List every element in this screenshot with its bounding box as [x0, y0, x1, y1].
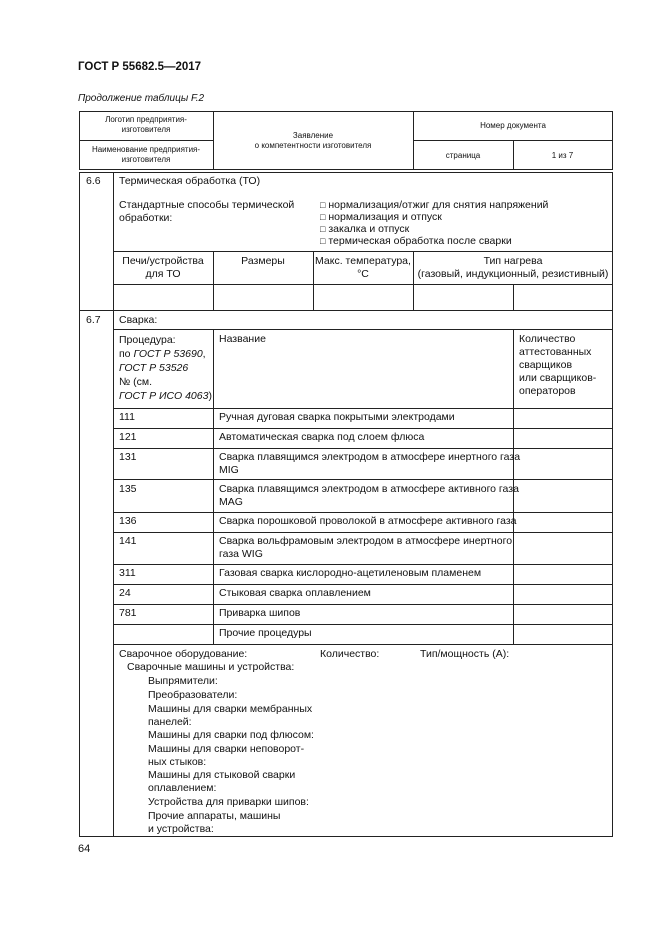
procedure-name: Стыковая сварка оплавлением [219, 587, 371, 599]
procedure-code: 135 [119, 483, 137, 495]
procedure-code: 111 [119, 411, 135, 423]
table-caption: Продолжение таблицы F.2 [78, 93, 205, 104]
section-title-welding: Сварка: [119, 314, 158, 326]
type-power-label: Тип/мощность (А): [420, 648, 510, 660]
page-value: 1 из 7 [551, 151, 574, 160]
quantity-label: Количество: [320, 648, 380, 660]
equipment-item: Машины для сварки неповорот- ных стыков: [148, 743, 305, 768]
procedure-name: Сварка порошковой проволокой в атмосфере активного газа [219, 515, 517, 527]
checkbox-icon[interactable]: □ [320, 224, 326, 234]
statement-title: Заявление о компетентности изготовителя [254, 131, 372, 150]
procedure-code: 131 [119, 451, 137, 463]
standard-methods-label: Стандартные способы термической обработки: [119, 199, 295, 224]
equipment-item: Устройства для приварки шипов: [148, 796, 309, 808]
heat-treatment-option: □ нормализация/отжиг для снятия напряжений [320, 199, 549, 211]
equipment-item: Машины для сварки под флюсом: [148, 729, 314, 741]
procedure-name: Приварка шипов [219, 607, 301, 619]
procedure-name: Сварка плавящимся электродом в атмосфере инертного газа MIG [219, 451, 521, 476]
checkbox-icon[interactable]: □ [320, 236, 326, 246]
equipment-item: Машины для стыковой сварки оплавлением: [148, 769, 296, 794]
section-title-heat-treatment: Термическая обработка (ТО) [119, 175, 261, 187]
procedure-name: Газовая сварка кислородно-ацетиленовым пламенем [219, 567, 482, 579]
procedure-name: Сварка плавящимся электродом в атмосфере активного газа MAG [219, 483, 519, 508]
procedure-code: 136 [119, 515, 137, 527]
page-label: страница [445, 151, 481, 160]
heat-treatment-option: □ закалка и отпуск [320, 223, 410, 235]
machines-label: Сварочные машины и устройства: [127, 661, 295, 673]
column-ovens: Печи/устройства для ТО [122, 255, 204, 280]
heat-treatment-option: □ термическая обработка после сварки [320, 235, 512, 247]
qualified-welders-header: Количество аттестованных сварщиков или сварщиков- операторов [519, 333, 597, 397]
procedure-name: Прочие процедуры [219, 627, 312, 639]
document-number-label: Номер документа [480, 121, 546, 130]
equipment-item: Прочие аппараты, машины и устройства: [148, 810, 281, 835]
procedure-code: 781 [119, 607, 137, 619]
column-heating-type: Тип нагрева (газовый, индукционный, резистивный) [417, 255, 609, 280]
company-name-label: Наименование предприятия- изготовителя [91, 145, 201, 164]
procedure-code: 24 [119, 587, 131, 599]
procedure-name: Автоматическая сварка под слоем флюса [219, 431, 425, 443]
column-max-temperature: Макс. температура, °C [315, 255, 411, 280]
procedure-name: Ручная дуговая сварка покрытыми электродами [219, 411, 455, 423]
equipment-item: Преобразователи: [148, 689, 238, 701]
logo-label: Логотип предприятия- изготовителя [105, 115, 187, 134]
equipment-item: Машины для сварки мембранных панелей: [148, 703, 313, 728]
heat-treatment-option: □ нормализация и отпуск [320, 211, 442, 223]
procedure-code: 141 [119, 535, 137, 547]
section-number-6-7: 6.7 [86, 314, 101, 326]
page-number: 64 [78, 843, 91, 855]
checkbox-icon[interactable]: □ [320, 200, 326, 210]
column-sizes: Размеры [241, 255, 285, 267]
procedure-code: 121 [119, 431, 137, 443]
procedure-name: Сварка вольфрамовым электродом в атмосфере инертного газа WIG [219, 535, 513, 560]
procedure-code: 311 [119, 567, 136, 579]
document-code: ГОСТ Р 55682.5—2017 [78, 61, 202, 73]
name-header: Название [219, 333, 266, 345]
equipment-label: Сварочное оборудование: [119, 648, 248, 660]
equipment-item: Выпрямители: [148, 675, 218, 687]
checkbox-icon[interactable]: □ [320, 212, 326, 222]
section-number-6-6: 6.6 [86, 175, 101, 187]
procedure-header: Процедура: по ГОСТ Р 53690, ГОСТ Р 53526 № (см. ГОСТ Р ИСО 4063) [119, 334, 212, 402]
